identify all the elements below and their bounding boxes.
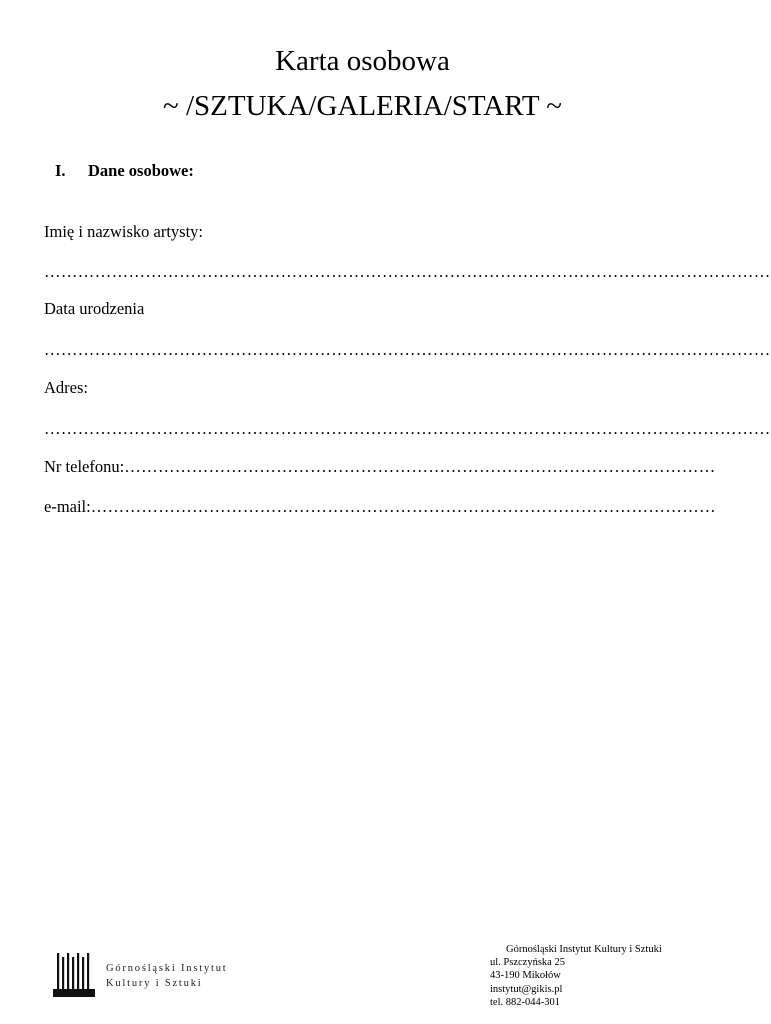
artist-name-field[interactable]: ………………………………………………………………………………………………………………… <box>44 262 771 281</box>
address-field[interactable]: ………………………………………………………………………………………………………………… <box>44 419 771 438</box>
address-label: Adres: <box>44 378 88 397</box>
institute-name: Górnośląski Instytut Kultury i Sztuki <box>506 944 662 955</box>
footer-address <box>490 943 662 1009</box>
phone-field[interactable]: …………………………………………………………………………………………… <box>124 457 716 476</box>
logo-text-line1: Górnośląski Instytut <box>106 963 228 974</box>
phone-label: Nr telefonu: <box>44 457 125 476</box>
email-row <box>44 497 717 517</box>
city: 43-190 Mikołów <box>490 970 561 982</box>
birth-date-field[interactable]: ………………………………………………………………………………………………………………… <box>44 340 771 359</box>
email-field[interactable]: ………………………………………………………………………………………………… <box>90 497 717 516</box>
street: ul. Pszczyńska 25 <box>490 957 565 969</box>
page-title: Karta osobowa <box>275 45 450 77</box>
artist-name-label: Imię i nazwisko artysty: <box>44 222 204 241</box>
email-label: e-mail: <box>44 497 91 516</box>
contact-email: instytut@gikis.pl <box>490 983 563 995</box>
institute-logo-icon <box>53 951 243 1003</box>
page-subtitle: ~ /SZTUKA/GALERIA/START ~ <box>163 90 562 122</box>
birth-date-label: Data urodzenia <box>44 299 145 318</box>
logo-text-line2: Kultury i Sztuki <box>106 978 203 989</box>
section-heading <box>55 161 194 181</box>
section-title: Dane osobowe: <box>88 161 194 180</box>
section-number: I. <box>55 161 66 180</box>
phone-row <box>44 457 716 477</box>
contact-phone: tel. 882-044-301 <box>490 996 560 1008</box>
